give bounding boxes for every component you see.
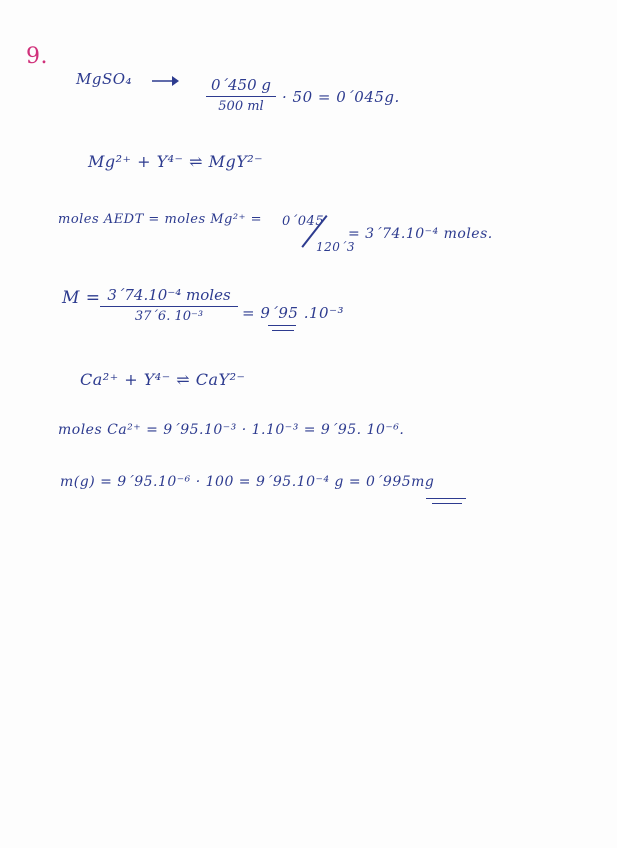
line3-lhs: moles AEDT = moles Mg²⁺ = <box>58 212 262 227</box>
reaction-mg-edta: Mg²⁺ + Y⁴⁻ ⇌ MgY²⁻ <box>88 152 264 171</box>
underline-4 <box>432 503 462 504</box>
fraction-denominator: 37´6. 10⁻³ <box>134 309 204 324</box>
compound-mgso4: MgSO₄ <box>76 70 133 88</box>
line6-moles-ca: moles Ca²⁺ = 9´95.10⁻³ · 1.10⁻³ = 9´95. 10⁻⁶. <box>58 422 405 438</box>
reaction-ca-edta: Ca²⁺ + Y⁴⁻ ⇌ CaY²⁻ <box>80 370 246 389</box>
fraction-numerator: 3´74.10⁻⁴ moles <box>107 286 231 304</box>
underline-1 <box>268 325 296 326</box>
line4-result: = 9´95 .10⁻³ <box>242 304 345 322</box>
reaction-arrow-icon <box>150 74 180 88</box>
line1-result: · 50 = 0´045g. <box>282 88 400 106</box>
fraction-molarity <box>100 286 238 324</box>
line7-mass: m(g) = 9´95.10⁻⁶ · 100 = 9´95.10⁻⁴ g = 0´995mg <box>60 474 435 490</box>
underline-3 <box>426 498 466 499</box>
line3-result: = 3´74.10⁻⁴ moles. <box>348 226 493 242</box>
fraction-mass-volume <box>206 76 276 114</box>
fraction-numerator: 0´450 g <box>210 76 272 94</box>
fraction-denominator: 500 ml <box>218 99 264 114</box>
line4-lhs: M = <box>62 288 101 308</box>
line3-numerator: 0´045 <box>282 214 325 229</box>
problem-number: 9. <box>26 44 48 69</box>
line3-denominator: 120´3 <box>316 240 356 254</box>
underline-2 <box>272 330 294 331</box>
